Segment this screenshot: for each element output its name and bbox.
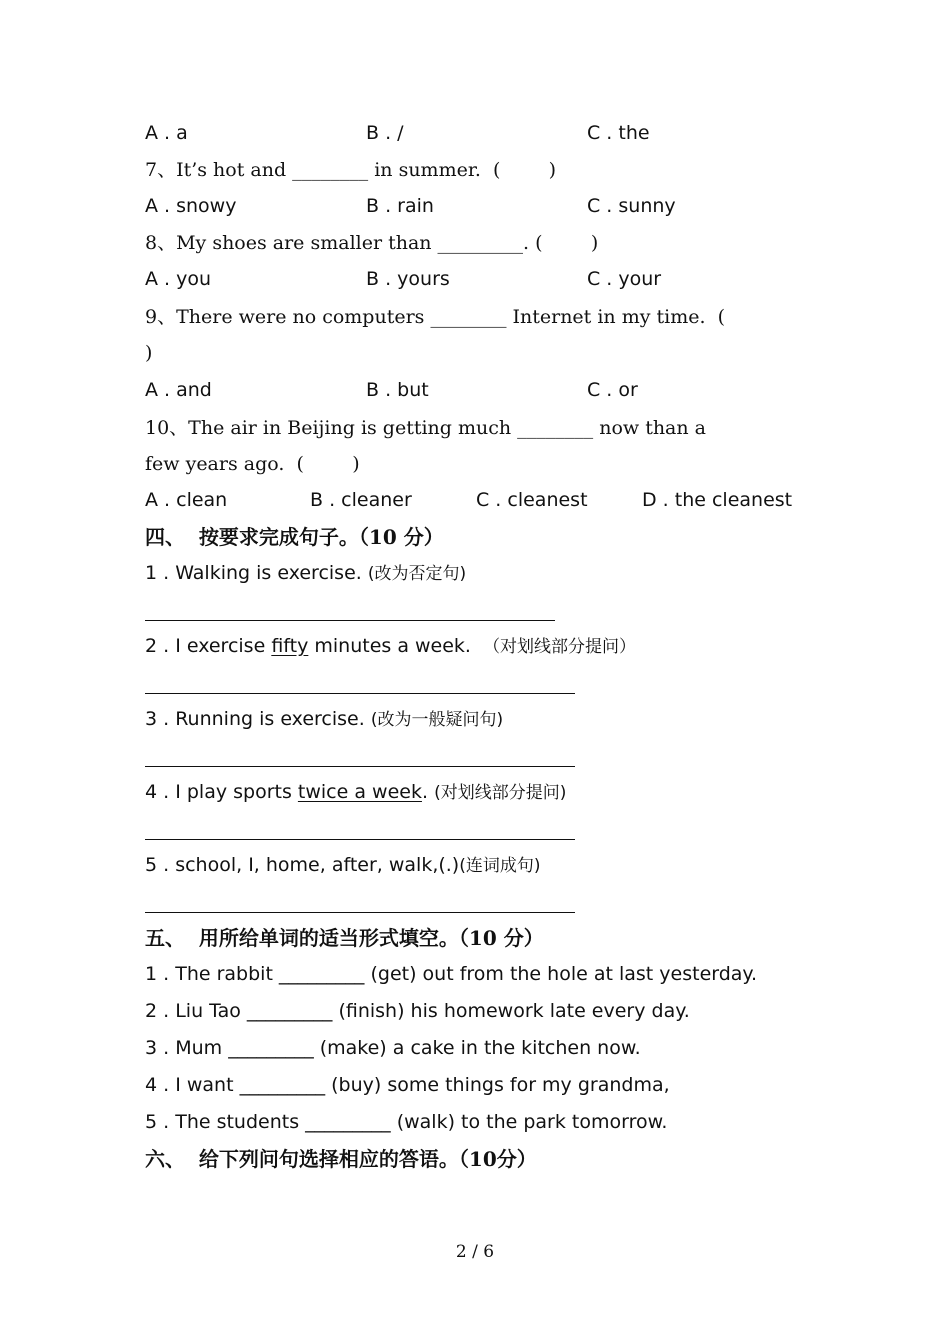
s4-item-3-note: (改为一般疑问句) [370, 710, 504, 730]
s4-item-5 [145, 853, 541, 878]
s4-item-3 [145, 707, 503, 732]
s5-item-3: 3 . Mum _________ (make) a cake in the kitchen now. [145, 1037, 641, 1059]
s5-item-4: 4 . I want _________ (buy) some things for my grandma, [145, 1074, 670, 1096]
s4-item-1-note: (改为否定句) [367, 564, 467, 584]
q7-option-b: B . rain [366, 195, 434, 217]
q7-option-c: C . sunny [587, 195, 676, 217]
s4-answer-line-4[interactable] [145, 839, 575, 840]
s4-item-3-text: 3 . Running is exercise. [145, 708, 371, 730]
s4-item-2 [145, 634, 636, 659]
question-9-continuation: ) [145, 342, 153, 364]
s5-item-5: 5 . The students _________ (walk) to the park tomorrow. [145, 1111, 668, 1133]
question-10: 10、The air in Beijing is getting much ________ now than a [145, 417, 706, 439]
s4-answer-line-2[interactable] [145, 693, 575, 694]
q6-option-c: C . the [587, 122, 650, 144]
s4-item-4-text: 4 . I play sports [145, 781, 298, 803]
q9-option-b: B . but [366, 379, 429, 401]
s4-item-2-text: 2 . I exercise [145, 635, 272, 657]
q10-option-d: D . the cleanest [642, 489, 793, 511]
q10-option-b: B . cleaner [310, 489, 412, 511]
page-number: 2 / 6 [455, 1242, 495, 1262]
q7-option-a: A . snowy [145, 195, 237, 217]
q10-option-a: A . clean [145, 489, 228, 511]
s4-item-5-note: (连词成句) [459, 856, 541, 876]
q6-option-b: B . / [366, 122, 404, 144]
q9-option-c: C . or [587, 379, 638, 401]
q9-option-a: A . and [145, 379, 212, 401]
q6-option-a: A . a [145, 122, 188, 144]
s4-answer-line-3[interactable] [145, 766, 575, 767]
s4-item-5-text: 5 . school, I, home, after, walk,(.) [145, 854, 460, 876]
question-8: 8、My shoes are smaller than _________. ( ) [145, 232, 599, 254]
section-4-heading: 四、 按要求完成句子。（10 分） [145, 525, 444, 549]
q8-option-a: A . you [145, 268, 212, 290]
s5-item-2: 2 . Liu Tao _________ (finish) his homework late every day. [145, 1000, 690, 1022]
s4-item-4-suffix: . [421, 781, 435, 803]
s4-item-1 [145, 561, 466, 586]
q10-option-c: C . cleanest [476, 489, 588, 511]
q8-option-b: B . yours [366, 268, 450, 290]
s4-item-1-text: 1 . Walking is exercise. [145, 562, 368, 584]
s4-item-4 [145, 780, 566, 805]
s4-item-4-note: (对划线部分提问) [434, 783, 567, 803]
s4-item-4-underlined: twice a week [297, 781, 422, 803]
s4-answer-line-5[interactable] [145, 912, 575, 913]
section-6-heading: 六、 给下列问句选择相应的答语。（10分） [145, 1147, 537, 1171]
s4-item-2-underlined: fifty [271, 635, 309, 657]
q8-option-c: C . your [587, 268, 662, 290]
section-5-heading: 五、 用所给单词的适当形式填空。（10 分） [145, 926, 544, 950]
s4-item-2-note: （对划线部分提问） [483, 637, 637, 657]
s4-item-2-suffix: minutes a week. [308, 635, 484, 657]
s4-answer-line-1[interactable] [145, 620, 555, 621]
question-7: 7、It’s hot and ________ in summer. ( ) [145, 159, 557, 181]
question-9: 9、There were no computers ________ Internet in my time. ( [145, 306, 725, 328]
question-10-continuation: few years ago. ( ) [145, 453, 360, 475]
s5-item-1: 1 . The rabbit _________ (get) out from the hole at last yesterday. [145, 963, 758, 985]
